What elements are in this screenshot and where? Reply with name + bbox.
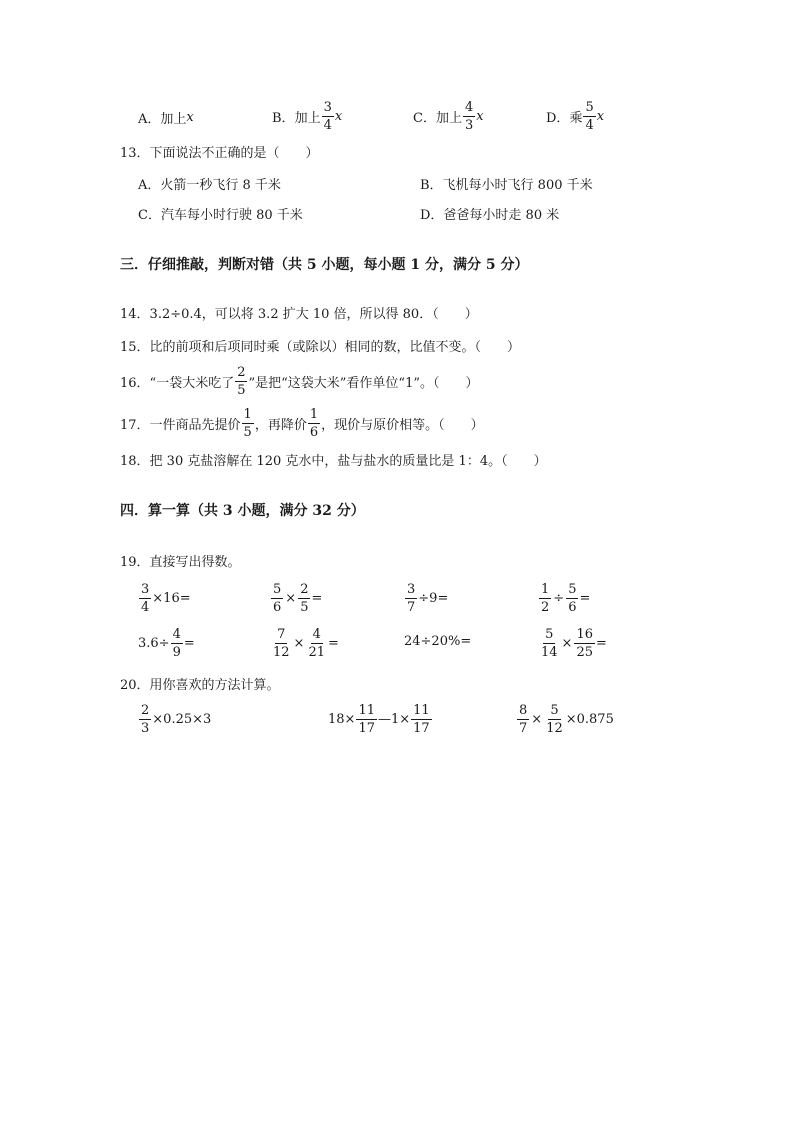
fraction: $\frac{1}{5}$ [243,407,252,440]
fraction: $\frac{5}{6}$ [273,582,282,615]
operator: ÷ [553,591,565,606]
option-letter: B． [272,111,295,126]
expr-mid: —1× [377,712,411,727]
q19-expr-3 [404,583,448,614]
fraction: $\frac{5}{4}$ [585,100,594,133]
fraction: $\frac{4}{21}$ [308,627,325,660]
expr-rest: ÷9= [418,591,449,606]
expr-pre: 3.6÷ [138,636,170,651]
q19-expr-8 [538,628,607,659]
q12-option-d [546,101,604,132]
equals: = [579,591,591,606]
section-3-heading: 三．仔细推敲，判断对错（共 5 小题，每小题 1 分，满分 5 分） [120,257,529,273]
q20-stem: 20．用你喜欢的方法计算。 [120,678,280,693]
option-text: 加上 [294,111,321,126]
fraction: $\frac{7}{12}$ [273,627,290,660]
expr-pre: 18× [328,712,356,727]
variable-x: x [476,109,484,124]
fraction: $\frac{11}{17}$ [358,703,375,736]
q14: 14．3.2÷0.4，可以将 3.2 扩大 10 倍，所以得 80．（ ） [120,307,478,322]
equals: = [328,636,339,651]
fraction: $\frac{16}{25}$ [576,627,593,660]
q13-option-a: A．火箭一秒飞行 8 千米 [138,178,281,193]
fraction: $\frac{2}{3}$ [141,703,150,736]
variable-x: x [334,109,343,124]
q17-text-pre: 17．一件商品先提价 [120,418,241,433]
q16-text-pre: 16．“一袋大米吃了 [120,376,235,391]
q16-text-post: ”是把“这袋大米”看作单位“1”。（ ） [248,376,479,391]
variable-x: x [186,110,194,125]
q13-stem: 13．下面说法不正确的是（ ） [120,146,319,161]
q19-expr-4 [538,583,590,614]
q13-option-d: D．爸爸每小时走 80 米 [420,208,560,223]
fraction: $\frac{3}{4}$ [141,582,150,615]
fraction: $\frac{8}{7}$ [519,703,528,736]
fraction: $\frac{2}{5}$ [237,365,246,398]
equals: = [311,591,323,606]
q20-expr-1 [138,704,211,735]
q12-option-b [272,101,342,132]
equals: = [596,636,607,651]
q20-expr-2 [328,704,433,735]
q13-option-b: B．飞机每小时飞行 800 千米 [420,178,593,193]
expr-rest: ×0.25×3 [152,712,212,727]
fraction: $\frac{5}{6}$ [568,582,577,615]
fraction: $\frac{1}{6}$ [309,407,319,440]
q17-text-post: ，现价与原价相等。（ ） [321,418,484,433]
option-letter: C． [413,111,436,126]
q17-text-mid: ，再降价 [254,418,307,433]
q19-expr-5 [138,628,195,659]
fraction: $\frac{4}{9}$ [172,627,181,660]
q12-option-c [413,101,484,132]
q13-option-c: C．汽车每小时行驶 80 千米 [138,208,303,223]
q19-expr-1 [138,583,191,614]
equals: = [183,636,195,651]
variable-x: x [596,109,605,124]
q20-expr-3 [516,704,614,735]
section-4-heading: 四．算一算（共 3 小题，满分 32 分） [120,503,365,519]
q16 [120,366,479,397]
option-text: 加上 [160,112,187,127]
q17 [120,408,484,439]
fraction: $\frac{11}{17}$ [413,703,430,736]
q19-stem: 19．直接写出得数。 [120,555,241,570]
option-letter: D． [546,111,570,126]
fraction: $\frac{3}{7}$ [407,582,416,615]
operator: × [531,712,543,727]
q19-expr-6 [270,628,339,659]
q15: 15．比的前项和后项同时乘（或除以）相同的数，比值不变。（ ） [120,340,521,355]
fraction: $\frac{4}{3}$ [464,100,474,133]
option-text: 加上 [435,111,462,126]
expr-rest: ×0.875 [565,712,614,727]
q12-option-a [138,108,194,127]
q19-expr-7: 24÷20%= [404,634,472,649]
option-letter: A． [138,112,161,127]
operator: × [561,636,573,651]
q19-expr-2 [270,583,322,614]
expr-rest: ×16= [152,591,191,606]
option-text: 乘 [569,111,583,126]
fraction: $\frac{5}{12}$ [546,703,563,736]
q18: 18．把 30 克盐溶解在 120 克水中，盐与盐水的质量比是 1：4。（ ） [120,454,547,469]
operator: × [285,591,297,606]
fraction: $\frac{5}{14}$ [541,627,558,660]
fraction: $\frac{2}{5}$ [300,582,309,615]
operator: × [293,636,305,651]
fraction: $\frac{1}{2}$ [541,582,550,615]
fraction: $\frac{3}{4}$ [323,100,332,133]
